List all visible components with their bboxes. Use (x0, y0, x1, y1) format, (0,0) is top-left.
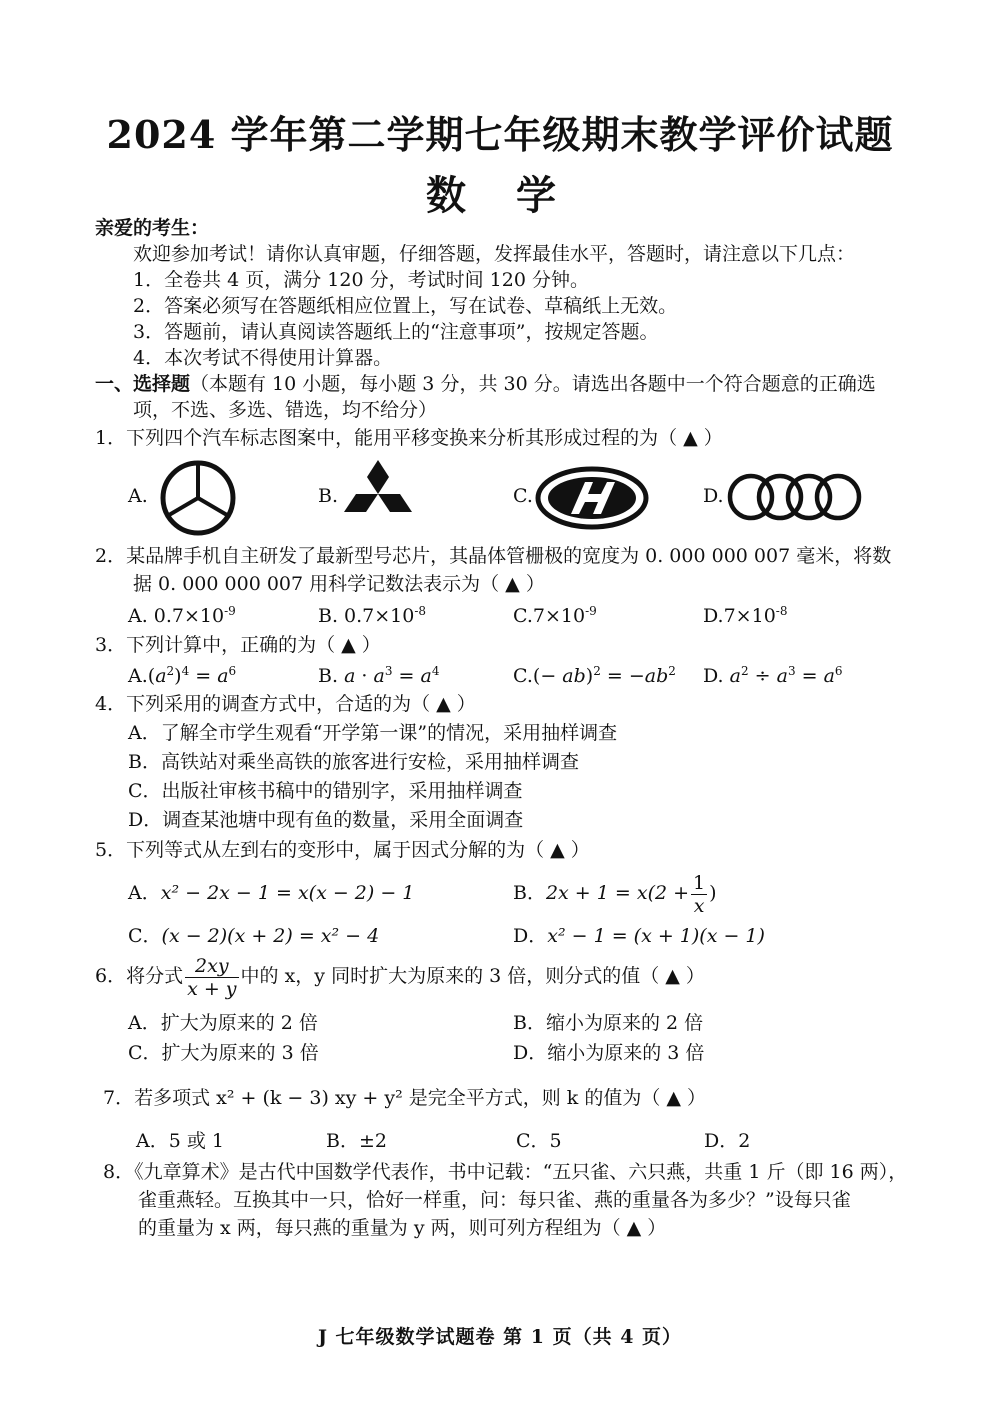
q2-option-a (128, 603, 236, 629)
q3-option-d-label: D. (703, 665, 724, 687)
q7-option-c: C．5 (516, 1130, 562, 1152)
note-1: 1．全卷共 4 页，满分 120 分，考试时间 120 分钟。 (133, 269, 589, 291)
audi-logo-icon (726, 470, 864, 524)
q3-b-exp-result: 4 (431, 664, 440, 678)
q5-option-c-expr: (x − 2)(x + 2) = x² − 4 (161, 925, 380, 947)
q5-option-b-label: B． (513, 882, 546, 904)
section-title: 一、选择题 (95, 373, 191, 395)
q2-option-c-text: C.7×10 (513, 605, 586, 627)
q1-stem: 1．下列四个汽车标志图案中，能用平移变换来分析其形成过程的为（ ▲ ） (95, 427, 723, 449)
q3-c-exp: 2 (593, 664, 601, 678)
q2-option-d (703, 603, 787, 629)
q3-option-b-label: B. (318, 665, 339, 687)
q2-option-c-exp: -9 (585, 604, 597, 618)
q6-fraction-denominator: x + y (187, 977, 237, 1000)
q8-stem-line2: 雀重燕轻。互换其中一只，恰好一样重，问：每只雀、燕的重量各为多少？”设每只雀 (138, 1189, 851, 1211)
note-4: 4．本次考试不得使用计算器。 (133, 347, 393, 369)
q6-option-d: D．缩小为原来的 3 倍 (513, 1042, 705, 1064)
q5-option-b-left: 2x + 1 = x(2 + (545, 882, 690, 904)
q3-c-exp-result: 2 (668, 664, 676, 678)
section-desc-1: （本题有 10 小题，每小题 3 分，共 30 分。请选出各题中一个符合题意的正确选 (190, 373, 876, 395)
q3-b-exp: 3 (384, 664, 393, 678)
q5-stem: 5．下列等式从左到右的变形中，属于因式分解的为（ ▲ ） (95, 839, 590, 861)
page-footer: J 七年级数学试题卷 第 1 页（共 4 页） (317, 1326, 683, 1348)
q5-option-b-right: ) (709, 882, 717, 904)
q3-d-exp-1: 2 (740, 664, 749, 678)
q2-stem-line1: 2．某品牌手机自主研发了最新型号芯片，其晶体管栅极的宽度为 0. 000 000 007 毫米，将数 (95, 545, 892, 567)
q7-option-a: A．5 或 1 (136, 1130, 224, 1152)
q4-option-c: C．出版社审核书稿中的错别字，采用抽样调查 (128, 780, 523, 802)
q2-option-a-text: A. 0.7×10 (128, 605, 225, 627)
q2-option-b-text: B. 0.7×10 (318, 605, 415, 627)
q2-option-d-text: D.7×10 (703, 605, 776, 627)
q5-option-d-label: D． (513, 925, 548, 947)
q7-option-d: D．2 (704, 1130, 751, 1152)
note-2: 2．答案必须写在答题纸相应位置上，写在试卷、草稿纸上无效。 (133, 295, 678, 317)
q1-option-b-label: B. (318, 485, 339, 507)
exam-title: 2024 学年第二学期七年级期末教学评价试题 (106, 112, 894, 157)
q2-option-c (513, 603, 597, 629)
q5-option-b-fraction (691, 872, 707, 917)
q5-option-a (128, 880, 414, 906)
exam-subject: 数 学 (426, 172, 574, 219)
q3-option-b: B. $a \cdot a^3 = a^4$ (318, 664, 440, 687)
q3-a-exp-result: 6 (228, 664, 237, 678)
q6-option-b: B．缩小为原来的 2 倍 (513, 1012, 704, 1034)
q3-a-exp-inner: 2 (166, 664, 175, 678)
q5-fraction-numerator: 1 (693, 871, 706, 894)
q3-option-a-label: A. (128, 665, 148, 687)
mercedes-logo-icon (158, 458, 238, 538)
note-3: 3．答题前，请认真阅读答题纸上的“注意事项”，按规定答题。 (133, 321, 659, 343)
q3-option-c: $C.(- ab)^2 = -ab^2$ (513, 664, 676, 687)
q5-option-b (513, 866, 717, 920)
q5-option-c (128, 923, 379, 949)
q4-option-a: A．了解全市学生观看“开学第一课”的情况，采用抽样调查 (128, 722, 618, 744)
q1-option-c-label: C. (513, 485, 533, 507)
mitsubishi-logo-icon (338, 458, 418, 530)
hyundai-logo-icon (535, 466, 649, 530)
q5-fraction-denominator: x (693, 894, 705, 917)
q4-option-b: B．高铁站对乘坐高铁的旅客进行安检，采用抽样调查 (128, 751, 579, 773)
q8-stem-line1: 8．《九章算术》是古代中国数学代表作，书中记载：“五只雀、六只燕，共重 1 斤（即 16 两）， (103, 1161, 908, 1183)
q6-fraction (185, 955, 238, 1000)
q7-stem: 7．若多项式 x² + (k − 3) xy + y² 是完全平方式，则 k 的值为（ ▲ ） (103, 1087, 707, 1109)
q2-option-a-exp: -9 (224, 604, 236, 618)
q6-stem-pre: 6．将分式 (95, 965, 184, 987)
welcome-text: 欢迎参加考试！请你认真审题，仔细答题，发挥最佳水平，答题时，请注意以下几点： (133, 243, 856, 265)
q3-stem: 3．下列计算中，正确的为（ ▲ ） (95, 634, 381, 656)
q5-option-d (513, 923, 765, 949)
section-desc-2: 项，不选、多选、错选，均不给分） (133, 399, 438, 421)
q3-option-a: $A.(a^2)^4 = a^6$ (128, 664, 237, 687)
q8-stem-line3: 的重量为 x 两，每只燕的重量为 y 两，则可列方程组为（ ▲ ） (138, 1217, 667, 1239)
q5-option-a-expr: x² − 2x − 1 = x(x − 2) − 1 (160, 882, 415, 904)
q1-option-d-label: D. (703, 485, 724, 507)
q5-option-c-label: C． (128, 925, 162, 947)
q6-option-a: A．扩大为原来的 2 倍 (128, 1012, 318, 1034)
q6-fraction-numerator: 2xy (185, 955, 238, 978)
q4-stem: 4．下列采用的调查方式中，合适的为（ ▲ ） (95, 693, 476, 715)
q3-option-d: D. $a^2 \div a^3 = a^6$ (703, 664, 843, 687)
q1-option-a-label: A. (128, 485, 148, 507)
q6-stem-post: 中的 x，y 同时扩大为原来的 3 倍，则分式的值（ ▲ ） (240, 965, 705, 987)
q4-option-d: D．调查某池塘中现有鱼的数量，采用全面调查 (128, 809, 524, 831)
q3-option-c-label: C. (513, 665, 533, 687)
q3-d-exp-2: 3 (787, 664, 796, 678)
q3-d-exp-result: 6 (834, 664, 843, 678)
q2-option-d-exp: -8 (775, 604, 788, 618)
section-heading (95, 371, 876, 397)
q3-a-exp-outer: 4 (181, 664, 190, 678)
q2-option-b-exp: -8 (414, 604, 427, 618)
q2-option-b (318, 603, 426, 629)
q7-option-b: B．±2 (326, 1130, 387, 1152)
greeting: 亲爱的考生： (95, 217, 210, 239)
q5-option-d-expr: x² − 1 = (x + 1)(x − 1) (547, 925, 765, 947)
q6-stem (95, 952, 705, 1000)
q5-option-a-label: A． (128, 882, 161, 904)
q2-stem-line2: 据 0. 000 000 007 用科学记数法表示为（ ▲ ） (133, 573, 545, 595)
q6-option-c: C．扩大为原来的 3 倍 (128, 1042, 319, 1064)
